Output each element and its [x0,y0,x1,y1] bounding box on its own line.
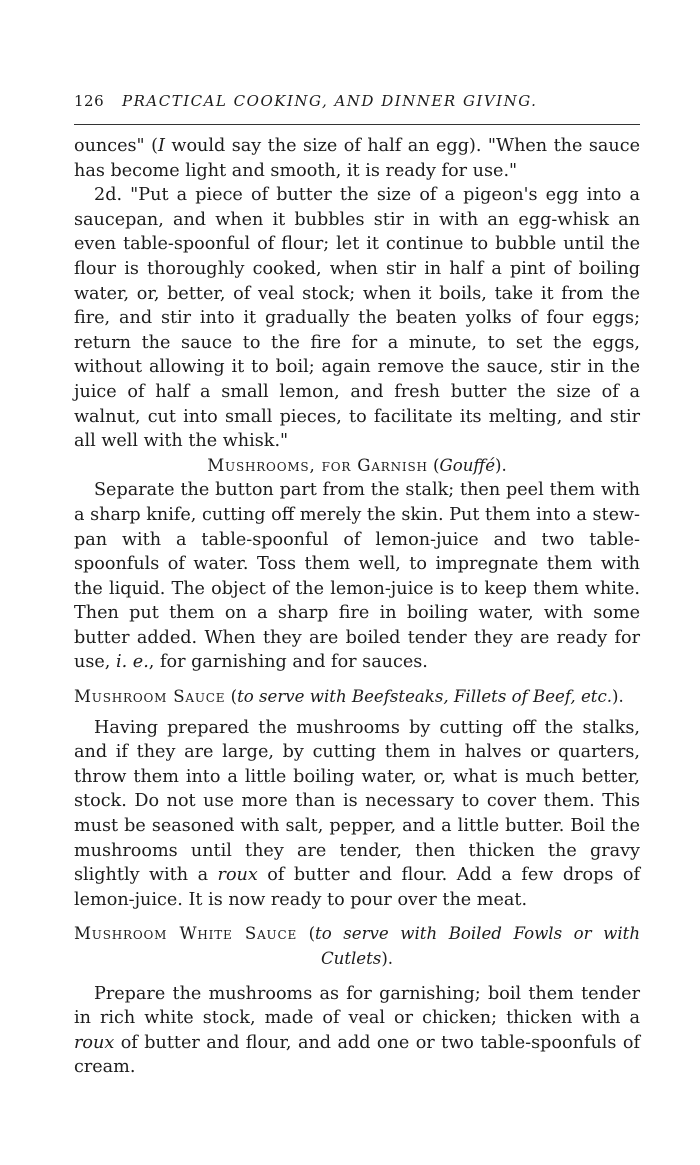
page-body [74,134,640,1080]
heading-mushroom-sauce: Mushroom Sauce (to serve with Beefsteaks, Fillets of Beef, etc.). [74,687,624,707]
heading-mushroom-white-sauce: Mushroom White Sauce (to serve with Boiled Fowls or with Cutlets). [74,924,641,968]
header-rule [74,124,640,125]
page-number: 126 [74,92,105,110]
paragraph-second-method: 2d. "Put a piece of butter the size of a pigeon's egg into a saucepan, and when it bubbles stir in with an egg-whisk an even table-spoonful of flour; let it continue to bubble until the flour is thoroughly cooked, when stir in half a pint of boiling water, or, better, of veal stock; when it boils, take it from the fire, and stir into it gradually the beaten yolks of four eggs; return the sauce to the fire for a minute, to set the eggs, without allowing it to boil; again remove the sauce, stir in the juice of half a small lemon, and fresh butter the size of a walnut, cut into small pieces, to facilitate its melting, and stir all well with the whisk." [74,185,640,452]
paragraph-mushroom-white-sauce: Prepare the mushrooms as for garnishing; boil them tender in rich white stock, made of veal or chicken; thicken with a roux of butter and flour, and add one or two table-spoonfuls of cream. [74,983,640,1078]
heading-mushrooms-for-garnish: Mushrooms, for Garnish (Gouffé). [207,455,507,475]
paragraph-continued: ounces" (I would say the size of half an egg). "When the sauce has become light and smooth, it is ready for use." [74,136,641,181]
spacer [74,912,640,922]
paragraph-mushroom-sauce: Having prepared the mushrooms by cutting off the stalks, and if they are large, by cutting them in halves or quarters, throw them into a little boiling water, or, what is much better, stock. Do not use more than is necessary to cover them. This must be seasoned with salt, pepper, and a little butter. Boil the mushrooms until they are tender, then thicken the gravy slightly with a roux of butter and flour. Add a few drops of lemon-juice. It is now ready to pour over the meat. [74,717,640,910]
spacer [74,972,640,982]
running-header [74,92,640,112]
spacer [74,675,640,685]
running-title: PRACTICAL COOKING, AND DINNER GIVING. [122,92,538,110]
paragraph-garnish-recipe: Separate the button part from the stalk; then peel them with a sharp knife, cutting off merely the skin. Put them into a stew-pan with a table-spoonful of lemon-juice and two table-spoonfuls of water. Toss them well, to impregnate them with the liquid. The object of the lemon-juice is to keep them white. Then put them on a sharp fire in boiling water, with some butter added. When they are boiled tender they are ready for use, i. e., for garnishing and for sauces. [74,480,640,673]
